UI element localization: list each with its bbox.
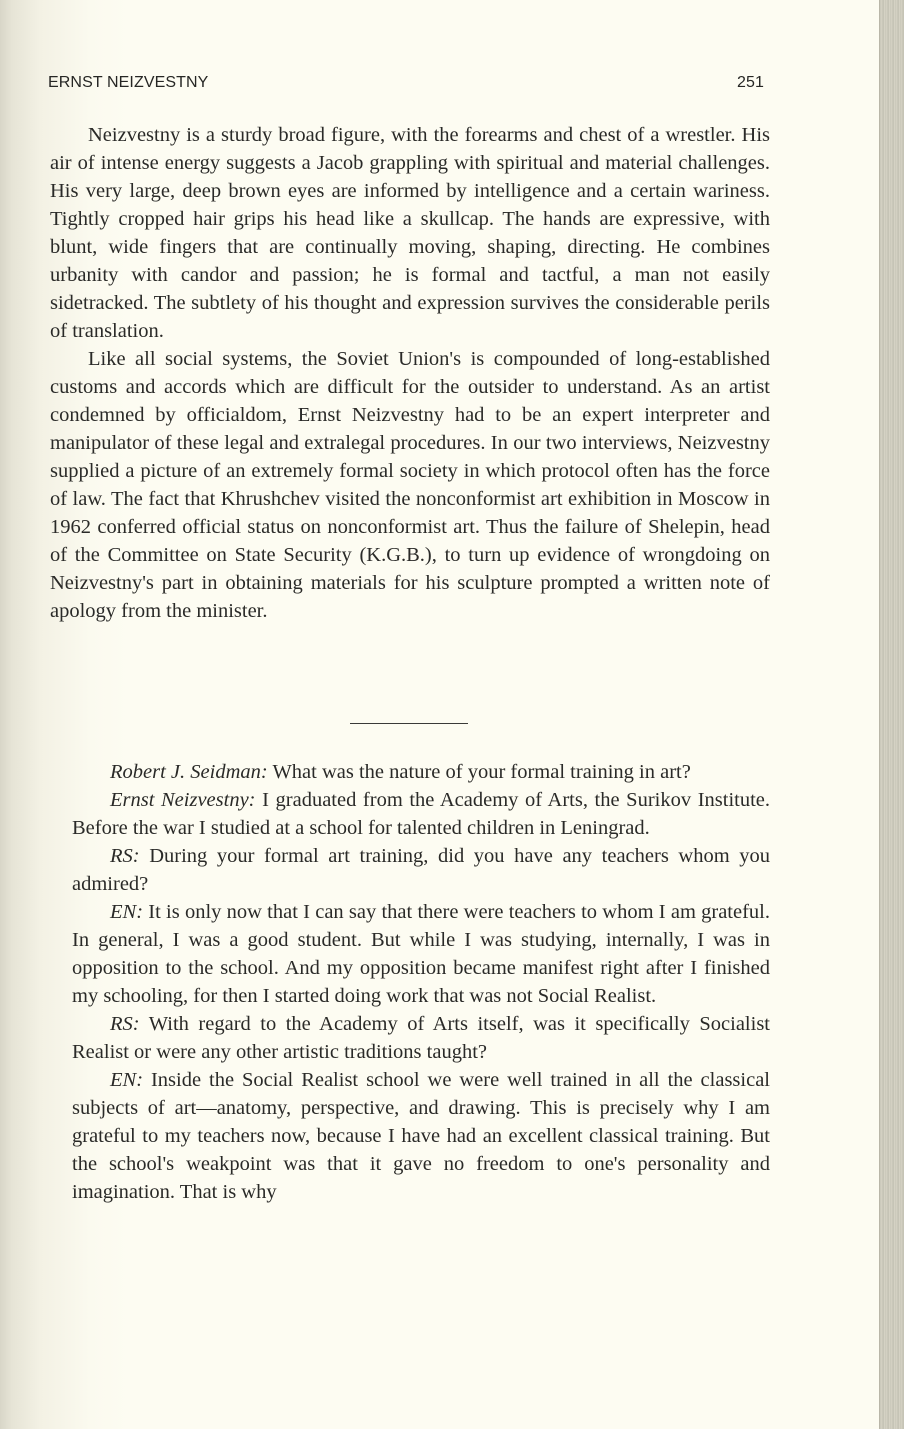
turn-text: Inside the Social Realist school we were well trained in all the classical subjects of art—anatomy, perspective, and drawing. This is precisely why I am grateful to my teachers now, because I have had an excellent classical training. But the school's weakpoint was that it gave no freedom to one's personality and imagination. That is why	[72, 1069, 770, 1203]
interview-turn	[50, 1010, 770, 1066]
interview-transcript	[50, 758, 770, 1206]
speaker-name: EN:	[110, 901, 144, 923]
turn-text: It is only now that I can say that there were teachers to whom I am grateful. In general, I was a good student. But while I was studying, internally, I was in opposition to the school. And my opposition became manifest right after I finished my schooling, for then I started doing work that was not Social Realist.	[72, 901, 770, 1007]
interview-turn	[50, 786, 770, 842]
interview-turn	[50, 842, 770, 898]
paragraph: Like all social systems, the Soviet Union's is compounded of long-established customs and accords which are difficult for the outsider to understand. As an artist condemned by officialdom, Ernst Neizvestny had to be an expert interpreter and manipulator of these legal and extralegal procedures. In our two interviews, Neizvestny supplied a picture of an extremely formal society in which protocol often has the force of law. The fact that Khrushchev visited the nonconformist art exhibition in Moscow in 1962 conferred official status on nonconformist art. Thus the failure of Shelepin, head of the Committee on State Security (K.G.B.), to turn up evidence of wrongdoing on Neizvestny's part in obtaining materials for his sculpture prompted a written note of apology from the minister.	[50, 348, 770, 622]
section-divider	[350, 723, 468, 724]
running-head-title: ERNST NEIZVESTNY	[48, 74, 209, 91]
speaker-name: RS:	[110, 1013, 140, 1035]
speaker-name: EN:	[110, 1069, 144, 1091]
paragraph: Neizvestny is a sturdy broad figure, with the forearms and chest of a wrestler. His air of intense energy suggests a Jacob grappling with spiritual and material challenges. His very large, deep brown eyes are informed by intelligence and a certain wariness. Tightly cropped hair grips his head like a skullcap. The hands are expressive, with blunt, wide fingers that are continually moving, shaping, directing. He combines urbanity with candor and passion; he is formal and tactful, a man not easily sidetracked. The subtlety of his thought and expression survives the considerable perils of translation.	[50, 124, 770, 342]
page-stack-edge	[879, 0, 904, 1429]
interview-turn	[50, 758, 770, 786]
interview-turn	[50, 898, 770, 1010]
page-number: 251	[737, 74, 764, 91]
speaker-name: Ernst Neizvestny:	[110, 789, 256, 811]
turn-text: With regard to the Academy of Arts itself, was it specifically Socialist Realist or were any other artistic traditions taught?	[72, 1013, 770, 1063]
interview-turn	[50, 1066, 770, 1206]
turn-text: During your formal art training, did you have any teachers whom you admired?	[72, 845, 770, 895]
page-body	[50, 121, 770, 1206]
turn-text: What was the nature of your formal training in art?	[267, 761, 691, 783]
turn-text: I graduated from the Academy of Arts, the Surikov Institute. Before the war I studied at a school for talented children in Leningrad.	[72, 789, 771, 839]
speaker-name: RS:	[110, 845, 140, 867]
running-head	[48, 74, 764, 92]
speaker-name: Robert J. Seidman:	[110, 761, 268, 783]
